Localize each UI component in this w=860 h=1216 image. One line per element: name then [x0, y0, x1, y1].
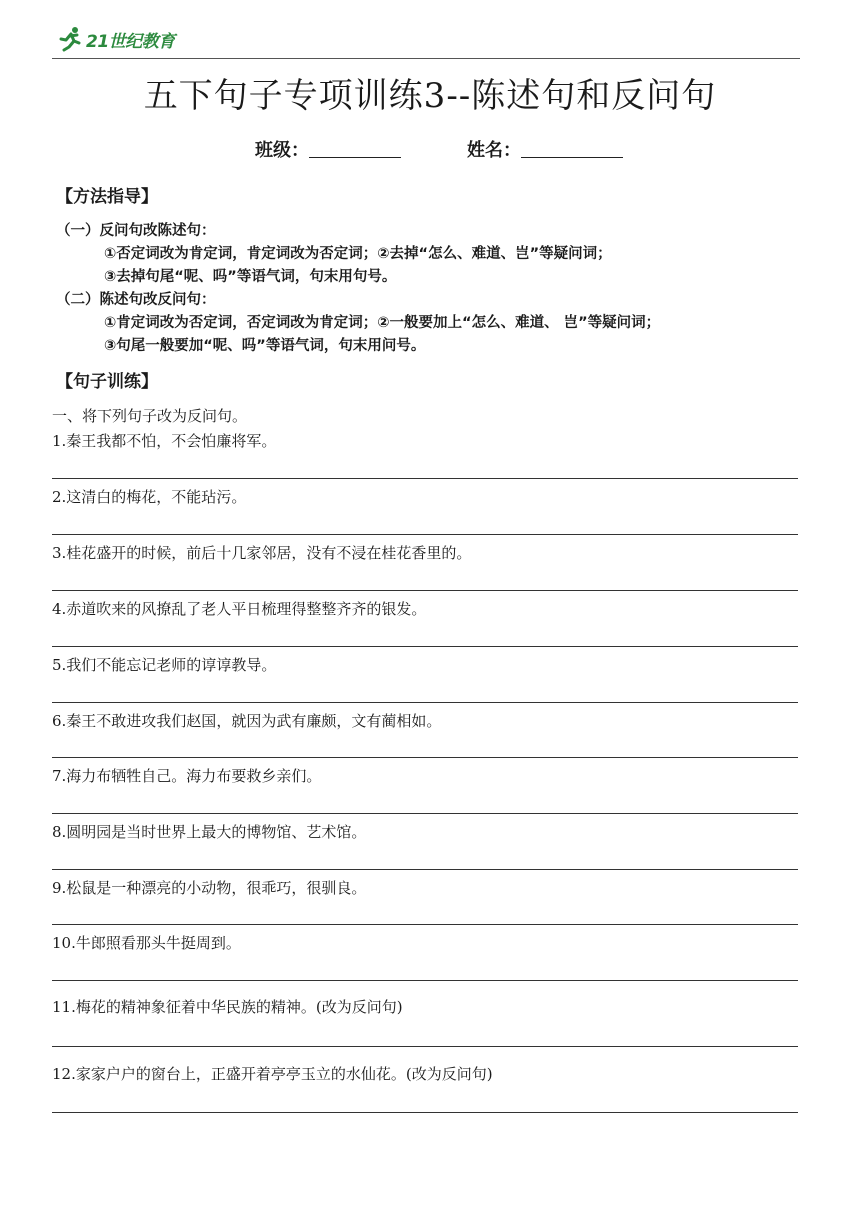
part1-rule2: ③去掉句尾“呢、吗”等语气词，句末用句号。 — [104, 269, 397, 285]
answer-line-11[interactable] — [52, 1046, 798, 1047]
answer-line-4[interactable] — [52, 646, 798, 647]
question-1: 1.秦王我都不怕，不会怕廉将军。 — [52, 432, 277, 450]
part1-rule1: ①否定词改为肯定词，肯定词改为否定词；②去掉“怎么、难道、岂”等疑问词； — [104, 246, 612, 262]
name-field — [467, 136, 623, 162]
runner-logo-icon — [58, 26, 84, 52]
part2-rule1: ①肯定词改为否定词，否定词改为肯定词；②一般要加上“怎么、难道、 岂”等疑问词； — [104, 315, 661, 331]
part1-title: （一）反问句改陈述句： — [56, 223, 216, 239]
class-field — [255, 136, 401, 162]
answer-line-3[interactable] — [52, 590, 798, 591]
part2-rule2: ③句尾一般要加“呢、吗”等语气词，句末用问号。 — [104, 338, 426, 354]
answer-line-10[interactable] — [52, 980, 798, 981]
answer-line-1[interactable] — [52, 478, 798, 479]
logo — [58, 24, 175, 54]
name-label: 姓名： — [467, 140, 521, 161]
answer-line-6[interactable] — [52, 757, 798, 758]
question-12: 12.家家户户的窗台上，正盛开着亭亭玉立的水仙花。(改为反问句) — [52, 1065, 493, 1083]
class-label: 班级： — [255, 140, 309, 161]
question-9: 9.松鼠是一种漂亮的小动物，很乖巧，很驯良。 — [52, 879, 367, 897]
training-heading: 【句子训练】 — [56, 372, 158, 392]
page-header — [52, 20, 800, 59]
logo-text: 21世纪教育 — [86, 31, 175, 52]
method-heading: 【方法指导】 — [56, 187, 158, 207]
question-6: 6.秦王不敢进攻我们赵国，就因为武有廉颇，文有蔺相如。 — [52, 712, 442, 730]
question-4: 4.赤道吹来的风撩乱了老人平日梳理得整整齐齐的银发。 — [52, 600, 427, 618]
page-title: 五下句子专项训练3--陈述句和反问句 — [143, 76, 717, 116]
question-3: 3.桂花盛开的时候，前后十几家邻居，没有不浸在桂花香里的。 — [52, 544, 472, 562]
part2-title: （二）陈述句改反问句： — [56, 292, 216, 308]
answer-line-8[interactable] — [52, 869, 798, 870]
question-2: 2.这清白的梅花，不能玷污。 — [52, 488, 247, 506]
answer-line-5[interactable] — [52, 702, 798, 703]
answer-line-2[interactable] — [52, 534, 798, 535]
name-blank[interactable] — [521, 139, 623, 158]
question-8: 8.圆明园是当时世界上最大的博物馆、艺术馆。 — [52, 823, 367, 841]
question-10: 10.牛郎照看那头牛挺周到。 — [52, 934, 241, 952]
answer-line-9[interactable] — [52, 924, 798, 925]
answer-line-12[interactable] — [52, 1112, 798, 1113]
answer-line-7[interactable] — [52, 813, 798, 814]
class-blank[interactable] — [309, 139, 401, 158]
question-5: 5.我们不能忘记老师的谆谆教导。 — [52, 656, 277, 674]
question-11: 11.梅花的精神象征着中华民族的精神。(改为反问句) — [52, 998, 403, 1016]
training-intro: 一、将下列句子改为反问句。 — [52, 407, 248, 425]
question-7: 7.海力布牺牲自己。海力布要救乡亲们。 — [52, 767, 322, 785]
